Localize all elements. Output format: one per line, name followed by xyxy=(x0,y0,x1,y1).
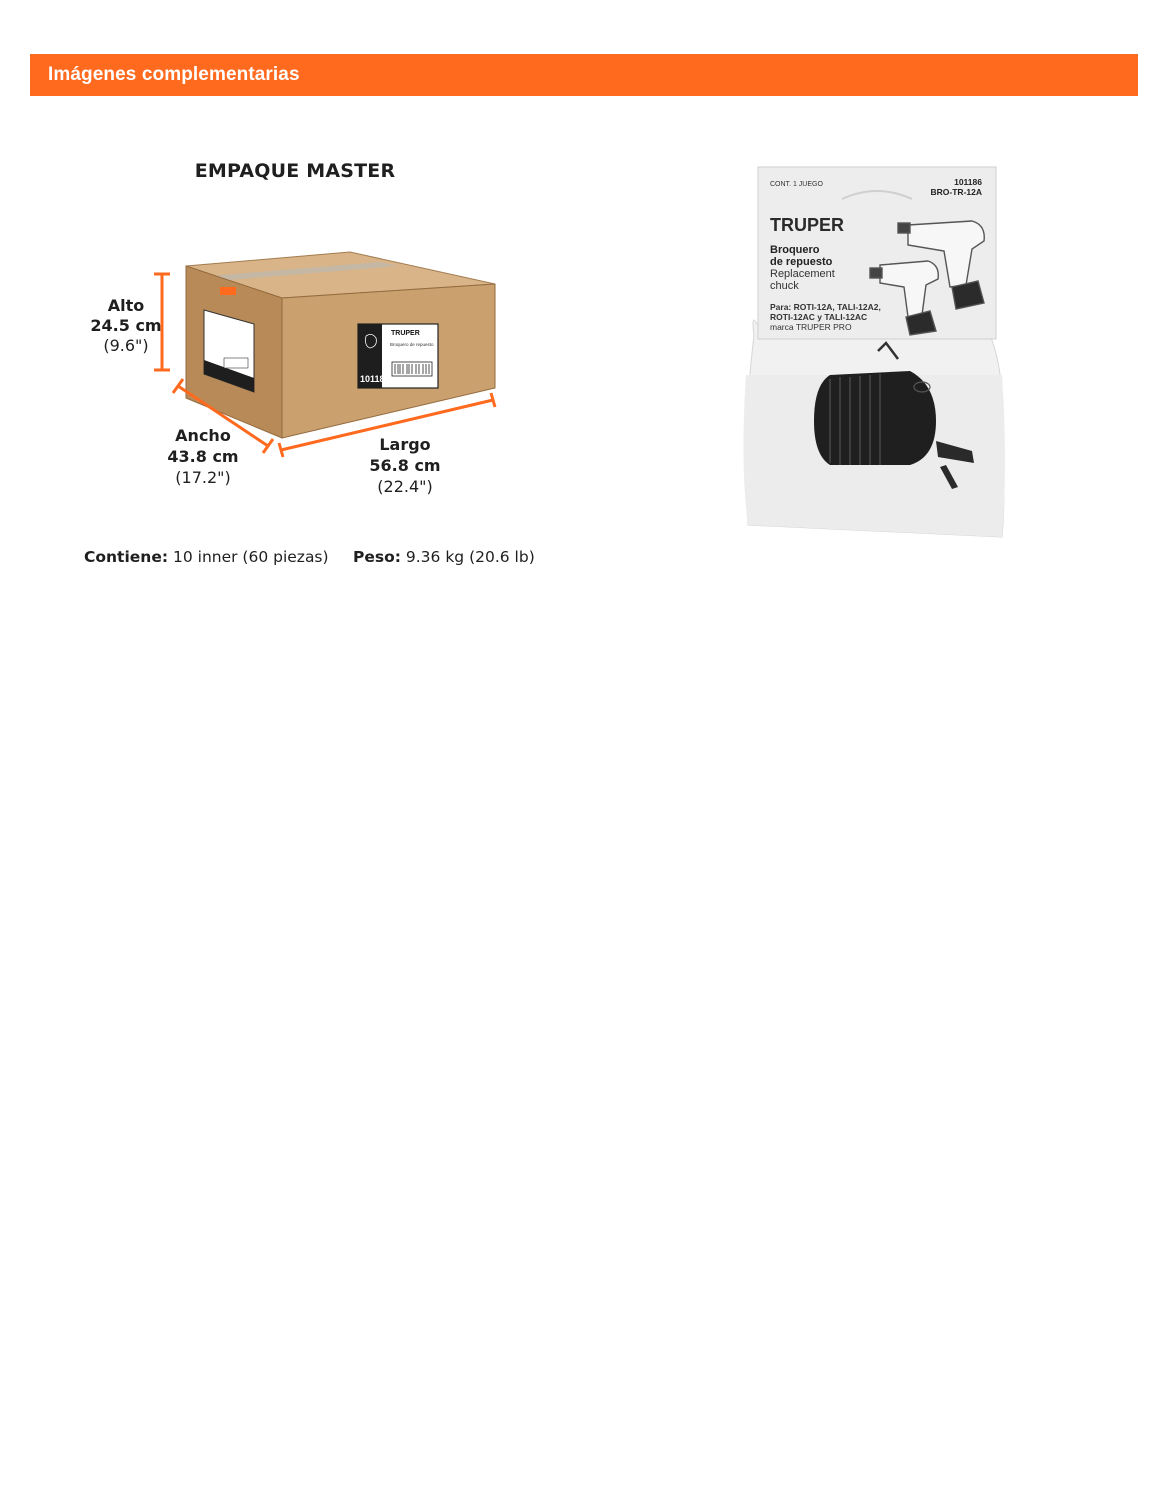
largo-imperial: (22.4") xyxy=(377,477,433,496)
ancho-imperial: (17.2") xyxy=(175,468,231,487)
package-compat-1: Para: ROTI-12A, TALI-12A2, xyxy=(770,302,881,312)
package-brand: TRUPER xyxy=(770,215,845,235)
weight-info xyxy=(353,548,535,566)
dimension-lines xyxy=(0,0,600,500)
alto-imperial: (9.6") xyxy=(103,336,149,355)
product-package-image xyxy=(740,165,1010,545)
weight-label: Peso: xyxy=(353,548,401,566)
largo-label: Largo xyxy=(379,435,431,454)
package-compat-2: ROTI-12AC y TALI-12AC xyxy=(770,312,868,322)
package-name-es-2: de repuesto xyxy=(770,256,833,268)
contains-value: 10 inner (60 piezas) xyxy=(172,548,329,566)
master-heading: EMPAQUE MASTER xyxy=(194,160,396,182)
box-label-desc: Broquero de repuesto xyxy=(390,342,434,347)
alto-dimension xyxy=(86,296,166,356)
package-content: CONT. 1 JUEGO xyxy=(770,181,823,188)
package-name-en-2: chuck xyxy=(770,280,799,292)
box-label-brand: TRUPER xyxy=(391,330,420,337)
package-model: BRO-TR-12A xyxy=(930,187,982,197)
largo-metric: 56.8 cm xyxy=(369,456,441,475)
ancho-metric: 43.8 cm xyxy=(167,447,239,466)
package-name-es-1: Broquero xyxy=(770,244,820,256)
package-code: 101186 xyxy=(954,177,982,187)
box-label-code: 101186 xyxy=(360,374,390,384)
alto-label: Alto xyxy=(107,296,145,315)
contains-label: Contiene: xyxy=(84,548,169,566)
contains-info xyxy=(84,548,329,566)
largo-dimension xyxy=(360,434,450,497)
ancho-label: Ancho xyxy=(175,426,231,445)
ancho-dimension xyxy=(160,425,246,488)
package-name-en-1: Replacement xyxy=(770,268,835,280)
section-title: Imágenes complementarias xyxy=(48,64,300,85)
alto-metric: 24.5 cm xyxy=(90,316,162,335)
weight-value: 9.36 kg (20.6 lb) xyxy=(405,548,535,566)
package-compat-3: marca TRUPER PRO xyxy=(770,322,852,332)
